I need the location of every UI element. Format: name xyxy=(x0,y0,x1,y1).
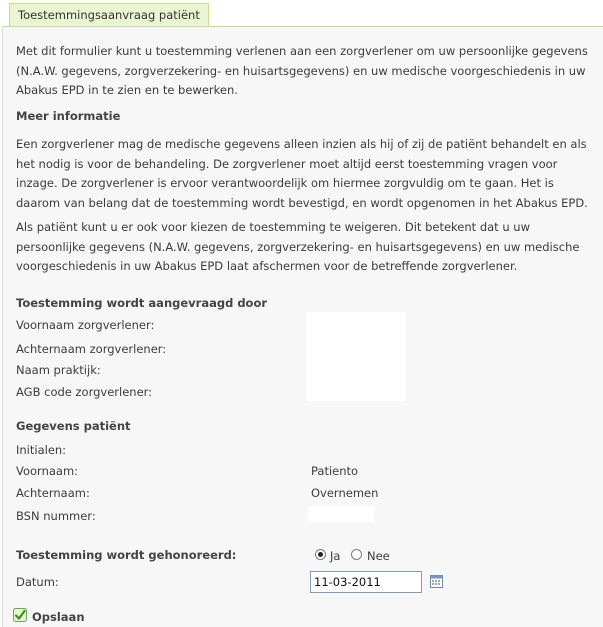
patient-bsn-value xyxy=(308,506,374,522)
patient-first-name-label: Voornaam: xyxy=(16,464,79,478)
save-button[interactable]: Opslaan xyxy=(32,610,85,624)
checkmark-icon[interactable] xyxy=(13,608,27,622)
more-info-paragraph-1: Een zorgverlener mag de medische gegevens alleen inzien als hij of zij de patiënt behandelt en als het nodig is voor de behandeling. De zorgverlener moet altijd eerst toestemming vragen voor inzage. De zorgverlener is ervoor verantwoordelijk om hiermee zorgvuldig om te gaan. Het is daarom van belang dat de toestemming wordt bevestigd, en wordt opgenomen in het Abakus EPD. xyxy=(16,137,588,210)
consent-label: Toestemming wordt gehonoreerd: xyxy=(16,548,237,562)
patient-last-name-value: Overnemen xyxy=(311,486,379,500)
requester-info-box xyxy=(306,312,406,401)
more-info-paragraph-2: Als patiënt kunt u er ook voor kiezen de toestemming te weigeren. Dit betekent dat u uw persoonlijke gegevens (N.A.W. gegevens, zorgverzekering- en huisartsgegevens) en uw medische voorgeschiedenis in uw Abakus EPD laat afschermen voor de betreffende zorgverlener. xyxy=(16,220,580,273)
requester-agb-label: AGB code zorgverlener: xyxy=(16,385,153,399)
requester-heading: Toestemming wordt aangevraagd door xyxy=(16,296,268,310)
patient-first-name-value: Patiento xyxy=(311,464,359,478)
more-info-heading: Meer informatie xyxy=(16,109,121,123)
intro-text: Met dit formulier kunt u toestemming verlenen aan een zorgverlener om uw persoonlijke gegevens (N.A.W. gegevens, zorgverzekering- en huisartsgegevens) en uw medische voorgeschiedenis in uw Abakus EPD in te zien en te bewerken. xyxy=(16,44,588,97)
requester-practice-label: Naam praktijk: xyxy=(16,363,101,377)
requester-first-name-label: Voornaam zorgverlener: xyxy=(16,318,155,332)
patient-last-name-label: Achternaam: xyxy=(16,486,90,500)
calendar-icon[interactable] xyxy=(430,575,443,588)
patient-bsn-label: BSN nummer: xyxy=(16,509,96,523)
patient-heading: Gegevens patiënt xyxy=(16,419,131,433)
date-input[interactable]: 11-03-2011 xyxy=(310,571,422,593)
consent-form-panel xyxy=(2,26,603,627)
consent-no-radio[interactable] xyxy=(351,549,362,560)
patient-initials-label: Initialen: xyxy=(16,443,67,457)
date-label: Datum: xyxy=(16,575,59,589)
tab-consent-request[interactable]: Toestemmingsaanvraag patiënt xyxy=(9,3,209,26)
requester-last-name-label: Achternaam zorgverlener: xyxy=(16,342,167,356)
consent-yes-label[interactable]: Ja xyxy=(330,549,341,563)
consent-no-label[interactable]: Nee xyxy=(367,549,390,563)
consent-yes-radio[interactable] xyxy=(315,549,326,560)
